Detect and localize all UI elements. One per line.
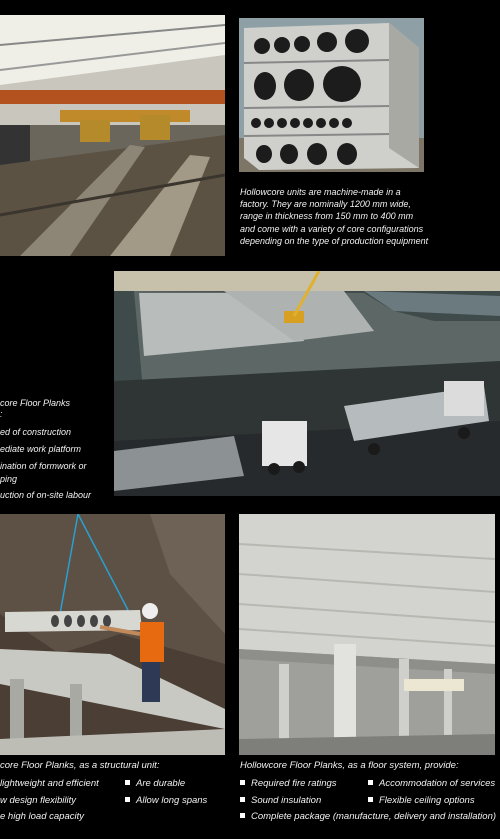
floor-system-item-label: Complete package (manufacture, delivery and installation) — [251, 811, 497, 822]
floor-system-section — [240, 760, 500, 835]
bullet-square-icon — [240, 813, 245, 818]
structural-item — [0, 778, 99, 789]
structural-unit-section — [0, 760, 225, 835]
left-block-item: ed of construction — [0, 427, 72, 437]
floor-system-heading: Hollowcore Floor Planks, as a floor system, provide: — [240, 760, 459, 771]
structural-item-label: w design flexibility — [0, 795, 77, 806]
left-block-title — [0, 398, 70, 420]
carpark-photo — [239, 514, 495, 755]
floor-system-item — [240, 778, 337, 789]
bullet-square-icon — [125, 780, 130, 785]
structural-item-label: e high load capacity — [0, 811, 84, 822]
left-block-title-line2: : — [0, 409, 3, 419]
left-block-item: ination of formwork or — [0, 461, 87, 471]
structural-item — [0, 795, 76, 806]
structural-item — [125, 795, 207, 806]
floor-system-item-label: Flexible ceiling options — [379, 795, 475, 806]
bullet-square-icon — [368, 780, 373, 785]
crane-lift-photo — [0, 514, 225, 755]
structural-item — [125, 778, 185, 789]
floor-system-item — [368, 795, 475, 806]
bullet-square-icon — [240, 780, 245, 785]
left-block-title-line1: core Floor Planks — [0, 398, 71, 408]
bullet-square-icon — [240, 797, 245, 802]
structural-heading: core Floor Planks, as a structural unit: — [0, 760, 160, 771]
structural-item-label: lightweight and efficient — [0, 778, 99, 789]
floor-system-item-label: Required fire ratings — [251, 778, 337, 789]
bullet-square-icon — [368, 797, 373, 802]
hollowcore-caption: Hollowcore units are machine-made in a factory. They are nominally 1200 mm wide, range in thickness from 150 mm to 400 mm and come with a variety of core configurations depending on the type of production equipment — [240, 187, 429, 246]
floor-system-item — [240, 811, 496, 822]
left-block-item: ping — [0, 474, 18, 484]
floor-system-item — [368, 778, 495, 789]
bullet-square-icon — [125, 797, 130, 802]
structural-item — [0, 811, 84, 822]
hollowcore-units-photo — [239, 18, 424, 172]
structural-item-label: Are durable — [136, 778, 186, 789]
floor-system-item-label: Accommodation of services — [379, 778, 496, 789]
construction-site-photo — [114, 271, 500, 496]
left-block-item: uction of on-site labour — [0, 490, 92, 500]
floor-system-item — [240, 795, 321, 806]
factory-photo — [0, 15, 225, 256]
left-block-item: ediate work platform — [0, 444, 82, 454]
floor-system-item-label: Sound insulation — [251, 795, 322, 806]
structural-item-label: Allow long spans — [136, 795, 208, 806]
